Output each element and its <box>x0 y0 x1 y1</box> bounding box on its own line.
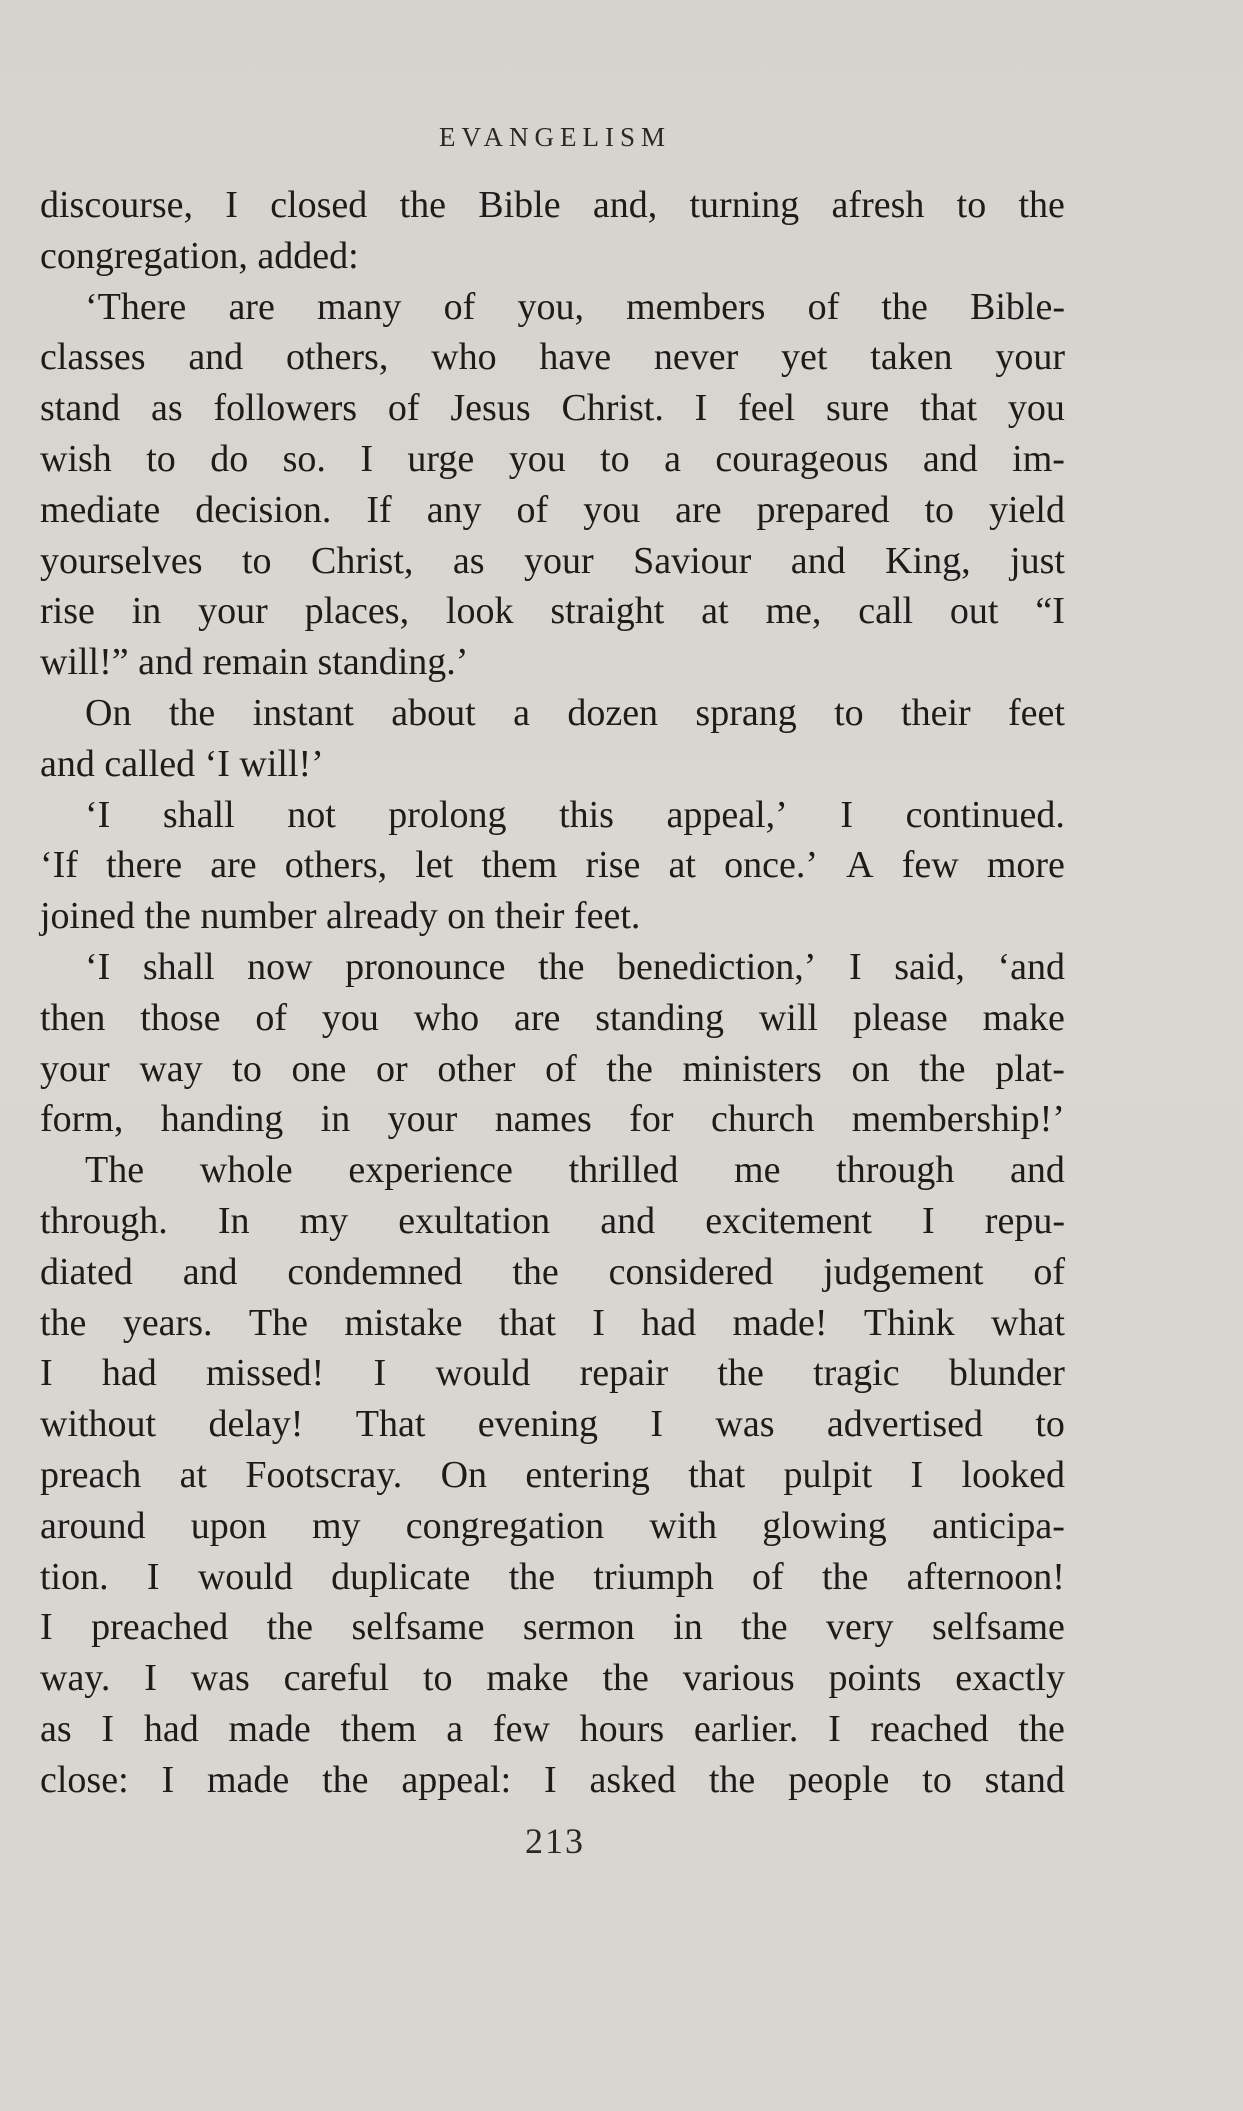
text-line: without delay! That evening I was advertised to <box>40 1403 1065 1446</box>
text-line: your way to one or other of the ministers on the plat- <box>40 1047 1065 1090</box>
text-line: rise in your places, look straight at me, call out “I <box>40 590 1065 633</box>
text-line: ‘If there are others, let them rise at once.’ A few more <box>40 844 1065 887</box>
text-line: diated and condemned the considered judgement of <box>40 1250 1065 1293</box>
text-line: yourselves to Christ, as your Saviour and King, just <box>40 539 1065 582</box>
text-line: through. In my exultation and excitement I repu- <box>40 1199 1065 1242</box>
text-line: form, handing in your names for church membership!’ <box>40 1098 1065 1141</box>
text-line: and called ‘I will!’ <box>40 742 324 785</box>
text-line: will!” and remain standing.’ <box>40 641 469 684</box>
body-text <box>40 180 1065 1806</box>
text-line: ‘There are many of you, members of the Bible- <box>85 285 1065 328</box>
text-line: The whole experience thrilled me through and <box>85 1149 1065 1192</box>
text-line: as I had made them a few hours earlier. I reached the <box>40 1707 1065 1750</box>
text-line: I had missed! I would repair the tragic blunder <box>40 1352 1065 1395</box>
page-number: 213 <box>525 1821 585 1861</box>
text-line: congregation, added: <box>40 234 359 277</box>
text-line: around upon my congregation with glowing anticipa- <box>40 1504 1065 1547</box>
text-line: close: I made the appeal: I asked the people to stand <box>40 1758 1065 1801</box>
text-line: then those of you who are standing will please make <box>40 996 1065 1039</box>
running-head: EVANGELISM <box>438 122 671 152</box>
text-line: I preached the selfsame sermon in the very selfsame <box>40 1606 1065 1649</box>
text-line: mediate decision. If any of you are prepared to yield <box>40 488 1065 531</box>
text-line: wish to do so. I urge you to a courageous and im- <box>40 437 1065 480</box>
text-line: stand as followers of Jesus Christ. I feel sure that you <box>40 387 1065 430</box>
text-line: the years. The mistake that I had made! Think what <box>40 1301 1065 1344</box>
text-line: classes and others, who have never yet taken your <box>40 336 1065 379</box>
text-line: way. I was careful to make the various points exactly <box>40 1657 1065 1700</box>
text-line: On the instant about a dozen sprang to their feet <box>85 691 1065 734</box>
text-line: tion. I would duplicate the triumph of the afternoon! <box>40 1555 1065 1598</box>
text-line: discourse, I closed the Bible and, turning afresh to the <box>40 184 1065 226</box>
text-line: ‘I shall not prolong this appeal,’ I continued. <box>85 793 1065 836</box>
text-line: preach at Footscray. On entering that pulpit I looked <box>40 1453 1065 1496</box>
text-line: ‘I shall now pronounce the benediction,’ I said, ‘and <box>85 945 1065 988</box>
text-line: joined the number already on their feet. <box>40 895 641 938</box>
